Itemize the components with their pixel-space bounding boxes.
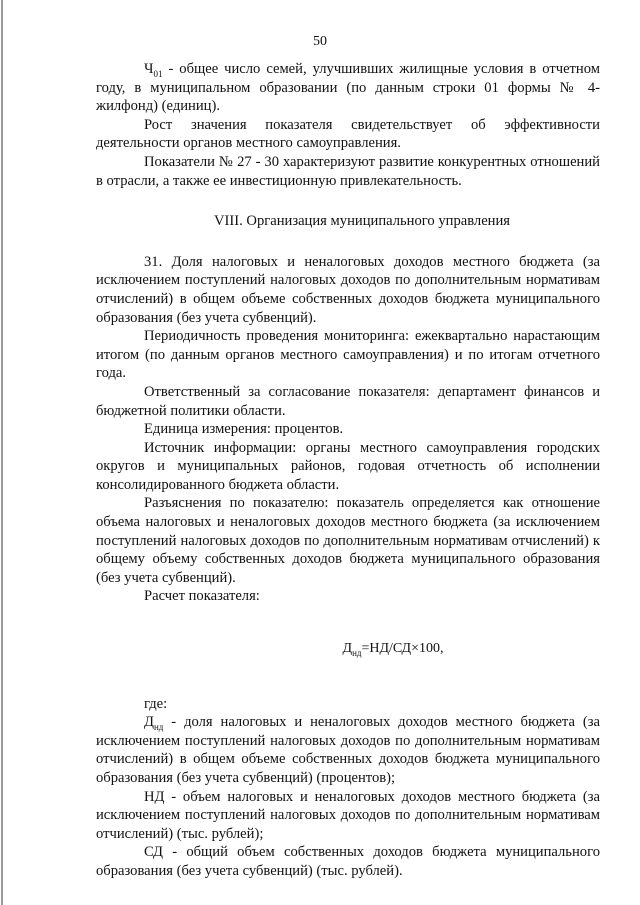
formula xyxy=(96,640,600,659)
variable-ch-letter: Ч xyxy=(144,61,154,77)
document-body xyxy=(96,60,600,881)
scan-edge-line xyxy=(1,0,3,905)
item-31-explanation: Разъяснения по показателю: показатель определяется как отношение объема налоговых и неналоговых доходов местного бюджета (за исключением поступлений налоговых доходов по дополнительным нормативам отчислений) к общему объему собственных доходов бюджета муниципального образования (без учета субвенций). xyxy=(96,495,600,586)
definition-d-nd-text: - доля налоговых и неналоговых доходов местного бюджета (за исключением поступлений налоговых доходов по дополнительным нормативам отчислений) в общем объеме собственных доходов бюджета муниципального образования (без учета субвенций) (процентов); xyxy=(96,714,600,786)
families-definition-text: - общее число семей, улучшивших жилищные условия в отчетном году, в муниципальном образовании (по данным строки 01 формы № 4-жилфонд) (единиц). xyxy=(96,61,600,115)
item-31-where-label: где: xyxy=(144,695,168,712)
definition-sd: СД - общий объем собственных доходов бюджета муниципального образования (без учета субвенций) (тыс. рублей). xyxy=(96,844,600,879)
item-31-title: 31. Доля налоговых и неналоговых доходов местного бюджета (за исключением поступлений налоговых доходов по дополнительным нормативам отчислений) в общем объеме собственных доходов бюджета муниципального образования (без учета субвенций). xyxy=(96,253,600,326)
page-number: 50 xyxy=(313,34,327,49)
variable-ch-subscript: 01 xyxy=(153,69,163,79)
formula-var-d: Д xyxy=(342,641,353,657)
variable-d-nd xyxy=(144,714,164,733)
formula-var-d-subscript: нд xyxy=(352,648,362,659)
paragraph-indicators: Показатели № 27 - 30 характеризуют развитие конкурентных отношений в отрасли, а также ее инвестиционную привлекательность. xyxy=(96,153,600,189)
variable-d-letter: Д xyxy=(144,714,154,731)
paragraph-growth: Рост значения показателя свидетельствует об эффективности деятельности органов местного самоуправления. xyxy=(96,116,600,152)
section-heading: VIII. Организация муниципального управления xyxy=(213,213,511,230)
item-31-source: Источник информации: органы местного самоуправления городских округов и муниципальных районов, годовая отчетность об исполнении консолидированного бюджета области. xyxy=(96,439,600,493)
variable-d-subscript: нд xyxy=(153,722,164,733)
item-31-calc-label: Расчет показателя: xyxy=(144,588,260,605)
formula-expression: =НД/СД×100, xyxy=(361,641,444,657)
item-31-responsible: Ответственный за согласование показателя: департамент финансов и бюджетной политики области. xyxy=(96,383,600,419)
paragraph-families-definition xyxy=(96,60,600,116)
definition-d-nd xyxy=(96,713,600,787)
item-31-periodicity: Периодичность проведения мониторинга: ежеквартально нарастающим итогом (по данным органов местного самоуправления) и по итогам отчетного года. xyxy=(96,328,600,382)
item-31-unit: Единица измерения: процентов. xyxy=(144,421,344,438)
definition-nd: НД - объем налоговых и неналоговых доходов местного бюджета (за исключением поступлений налоговых доходов по дополнительным нормативам отчислений) (тыс. рублей); xyxy=(96,788,600,842)
variable-ch01 xyxy=(144,61,163,77)
